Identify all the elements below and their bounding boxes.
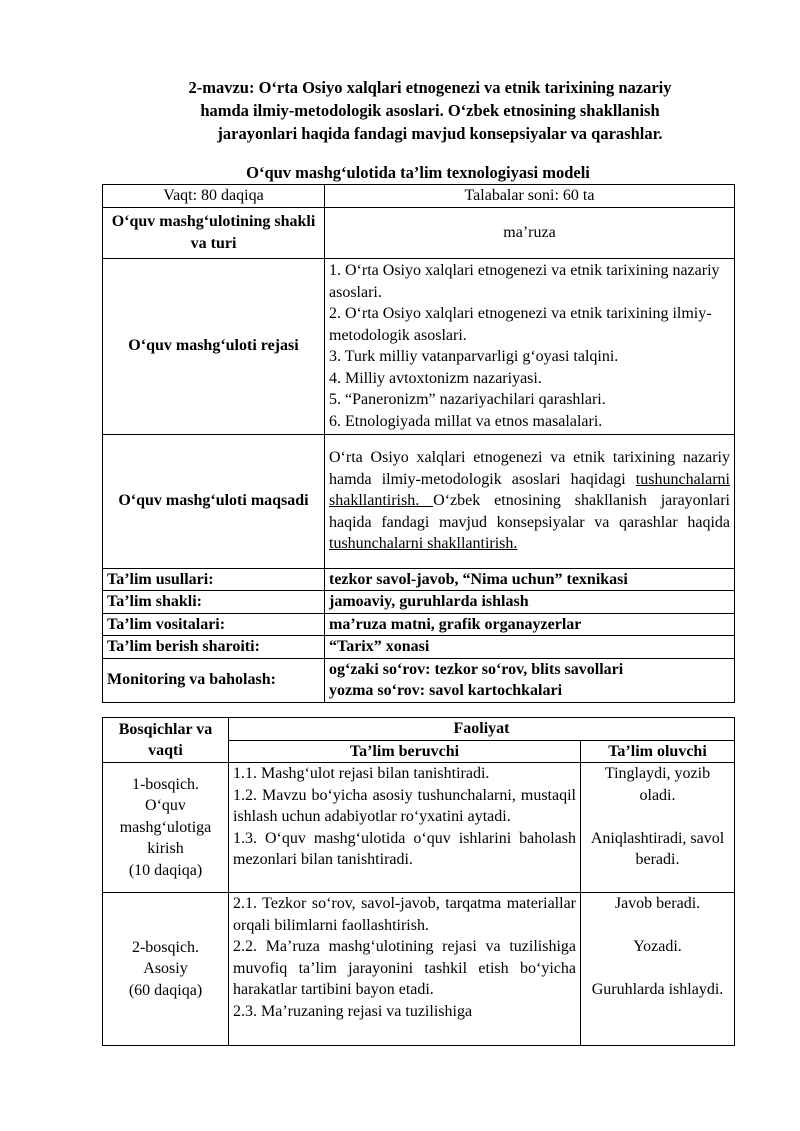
activity-header: Faoliyat xyxy=(229,718,735,741)
stage-line: Asosiy xyxy=(143,960,188,978)
stage-header: Bosqichlar va vaqti xyxy=(103,718,229,763)
students-cell: Talabalar soni: 60 ta xyxy=(325,185,735,208)
tools-value: ma’ruza matni, grafik organayzerlar xyxy=(325,613,735,636)
time-cell: Vaqt: 80 daqiqa xyxy=(103,185,325,208)
goal-part: O‘rta Osiyo xalqlari etnogenezi va etnik tarixining nazariy hamda ilmiy-metodologik asoslari haqidagi xyxy=(329,449,730,488)
title-line: hamda ilmiy-metodologik asoslari. O‘zbek etnosining shakllanish xyxy=(200,101,660,120)
plan-item: 4. Milliy avtoxtonizm nazariyasi. xyxy=(329,369,542,387)
teacher-step: 2.1. Tezkor so‘rov, savol-javob, tarqatma materiallar orqali bilimlarni faollashtirish. xyxy=(233,895,576,934)
student-step: Tinglaydi, yozib oladi. xyxy=(604,765,711,804)
student-step: Guruhlarda ishlaydi. xyxy=(591,981,724,998)
goal-part: tushunchalarni shakllantirish. xyxy=(329,470,730,510)
form-label: O‘quv mashg‘ulotining shakli va turi xyxy=(103,207,325,258)
page-title xyxy=(140,76,720,145)
teacher-header: Ta’lim beruvchi xyxy=(229,740,581,763)
activity-table xyxy=(102,717,735,1046)
table-row xyxy=(103,893,735,1046)
monitoring-label: Monitoring va baholash: xyxy=(103,658,325,702)
form-of-teaching-label: Ta’lim shakli: xyxy=(103,591,325,614)
stage1-cell xyxy=(103,763,229,893)
stage-line: (60 daqiqa) xyxy=(128,981,203,999)
plan-item: 3. Turk milliy vatanparvarligi g‘oyasi talqini. xyxy=(329,348,619,365)
stage2-student xyxy=(581,893,735,1046)
goal-text xyxy=(325,434,735,568)
monitoring-line: og‘zaki so‘rov: tezkor so‘rov, blits savollari xyxy=(329,660,624,678)
stage-line: O‘quv xyxy=(145,797,186,815)
stage-line: 1-bosqich. xyxy=(131,775,200,793)
goal-label: O‘quv mashg‘uloti maqsadi xyxy=(103,434,325,568)
goal-part: tushunchalarni shakllantirish. xyxy=(329,535,518,553)
stage2-cell xyxy=(103,893,229,1046)
tools-label: Ta’lim vositalari: xyxy=(103,613,325,636)
stage-line: kirish xyxy=(147,840,184,858)
teacher-step: 1.1. Mashg‘ulot rejasi bilan tanishtiradi. xyxy=(233,765,490,782)
model-title: O‘quv mashg‘ulotida ta’lim texnologiyasi modeli xyxy=(246,163,590,182)
student-header: Ta’lim oluvchi xyxy=(581,740,735,763)
methods-value: tezkor savol-javob, “Nima uchun” texnikasi xyxy=(325,568,735,591)
stage1-student xyxy=(581,763,735,893)
form-value: ma’ruza xyxy=(325,207,735,258)
form-of-teaching-value: jamoaviy, guruhlarda ishlash xyxy=(325,591,735,614)
teacher-step: 2.3. Ma’ruzaning rejasi va tuzilishiga xyxy=(233,1002,473,1020)
teacher-step: 1.2. Mavzu bo‘yicha asosiy tushunchalarni, mustaqil ishlash uchun adabiyotlar ro‘yxatini aytadi. xyxy=(233,786,576,825)
stage2-teacher xyxy=(229,893,581,1046)
conditions-value: “Tarix” xonasi xyxy=(325,636,735,659)
goal-part: O‘zbek etnosining shakllanish jarayonlari haqida fandagi mavjud konsepsiyalar va qarashlar haqida xyxy=(329,492,730,531)
plan-item: 6. Etnologiyada millat va etnos masalalari. xyxy=(329,412,603,430)
plan-label: O‘quv mashg‘uloti rejasi xyxy=(103,258,325,434)
student-step: Javob beradi. xyxy=(614,895,701,912)
plan-list xyxy=(325,258,735,434)
plan-item: 5. “Paneronizm” nazariyachilari qarashlari. xyxy=(329,391,606,408)
monitoring-line: yozma so‘rov: savol kartochkalari xyxy=(329,682,563,699)
stage1-teacher xyxy=(229,763,581,893)
title-line: jarayonlari haqida fandagi mavjud konsepsiyalar va qarashlar. xyxy=(217,124,663,143)
stage-line: (10 daqiqa) xyxy=(128,861,203,879)
plan-item: 1. O‘rta Osiyo xalqlari etnogenezi va etnik tarixining nazariy asoslari. xyxy=(329,262,720,301)
conditions-label: Ta’lim berish sharoiti: xyxy=(103,636,325,659)
stage-line: 2-bosqich. xyxy=(131,938,200,956)
teacher-step: 1.3. O‘quv mashg‘ulotida o‘quv ishlarini baholash mezonlari bilan tanishtiradi. xyxy=(233,829,576,868)
table-row xyxy=(103,763,735,893)
title-line: 2-mavzu: O‘rta Osiyo xalqlari etnogenezi va etnik tarixining nazariy xyxy=(188,78,672,97)
teacher-step: 2.2. Ma’ruza mashg‘ulotining rejasi va tuzilishiga muvofiq ta’lim jarayonini tashkil etish bo‘yicha harakatlar tartibini bayon etadi. xyxy=(233,938,576,998)
student-step: Aniqlashtiradi, savol beradi. xyxy=(590,829,725,868)
model-table xyxy=(102,184,735,703)
monitoring-value xyxy=(325,658,735,702)
plan-item: 2. O‘rta Osiyo xalqlari etnogenezi va etnik tarixining ilmiy-metodologik asoslari. xyxy=(329,305,712,344)
student-step: Yozadi. xyxy=(633,938,682,955)
stage-line: mashg‘ulotiga xyxy=(119,818,212,836)
methods-label: Ta’lim usullari: xyxy=(103,568,325,591)
